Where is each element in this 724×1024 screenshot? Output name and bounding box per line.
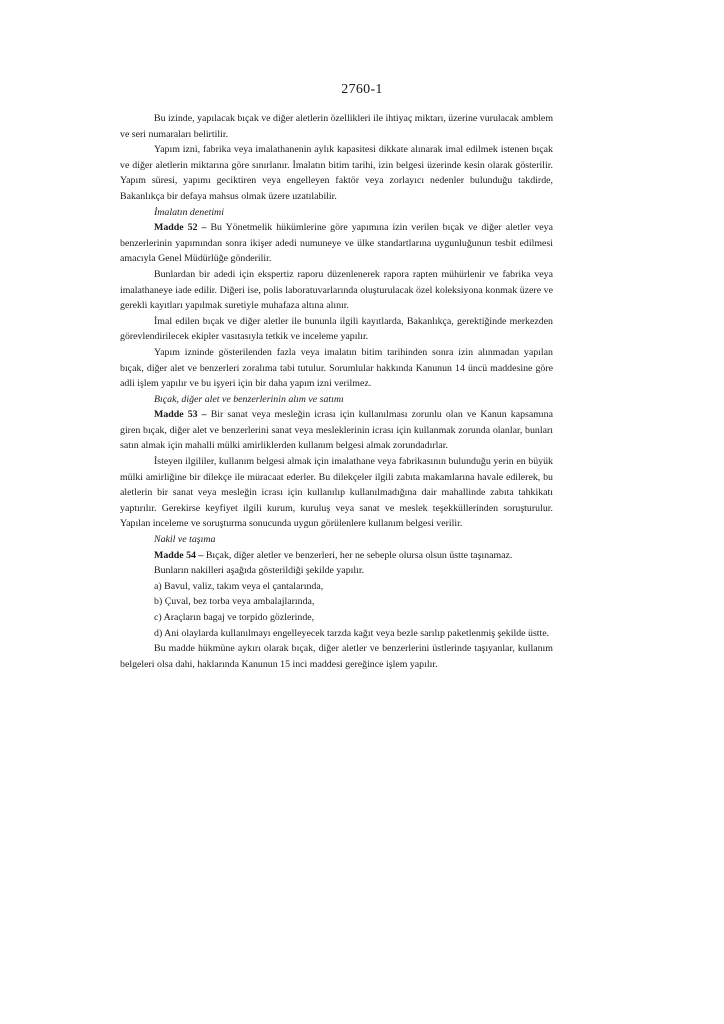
paragraph: İmal edilen bıçak ve diğer aletler ile bununla ilgili kayıtlarda, Bakanlıkça, gerektiğinde merkezden görevlendirilecek ekipler vasıtasıyla tetkik ve inceleme yapılır. [120,315,553,343]
paragraph: İsteyen ilgililer, kullanım belgesi almak için imalathane veya fabrikasının bulunduğu yerin en büyük mülki amirliğine bir dilekçe ile müracaat ederler. Bu dilekçeler ilgili zabıta makamlarına havale edilerek, bu aletlerin bir sanat veya mesleğin icrası için kullanılıp kullanılmadığına dair mahallinde zabıta tahkikatı yaptırılır. Gerekirse keyfiyet ilgili kurum, kuruluş veya sanat ve meslek teşekküllerinden soruşturulur. Yapılan inceleme ve soruşturma sonucunda uygun görülenlere kullanım belgesi verilir. [120,456,553,530]
page-number: 2760-1 [341,82,383,97]
list-item: a) Bavul, valiz, takım veya el çantalarında, [154,580,324,592]
article-text: Bir sanat veya mesleğin icrası için kullanılması zorunlu olan ve Kanun kapsamına giren bıçak, diğer alet ve benzerlerini sanat veya mesleklerinin icrası için kullanmak zorunda olanlar, bunları satın almak için mahalli mülki amirliklerden kullanım belgesi almak zorundadırlar. [120,409,553,452]
paragraph: Yapım izninde gösterilenden fazla veya imalatın bitim tarihinden sonra izin alınmadan yapılan bıçak, diğer alet ve benzerleri zoralıma tabi tutulur. Sorumlular hakkında Kanunun 14 üncü maddesine göre adli işlem yapılır ve bu işyeri için bir daha yapım izni verilmez. [120,346,553,390]
section-heading: Bıçak, diğer alet ve benzerlerinin alım ve satımı [154,393,344,405]
document-body [120,111,553,672]
section-heading: Nakil ve taşıma [154,534,216,546]
article-paragraph [120,407,553,454]
article-paragraph [120,220,553,267]
paragraph: Bunlardan bir adedi için ekspertiz raporu düzenlenerek rapora rapten mühürlenir ve fabrika veya imalathaneye iade edilir. Diğeri ise, polis laboratuvarlarında oluşturulacak özel koleksiyona konmak üzere ve gerekli kayıtları yapılmak suretiyle muhafaza altına alınır. [120,268,553,312]
article-label: Madde 52 – [154,222,207,234]
paragraph: Bu izinde, yapılacak bıçak ve diğer aletlerin özellikleri ile ihtiyaç miktarı, üzerine vurulacak amblem ve seri numaraları belirtilir. [120,113,553,140]
paragraph: Bunların nakilleri aşağıda gösterildiği şekilde yapılır. [154,565,365,577]
list-item: d) Ani olaylarda kullanılmayı engelleyecek tarzda kağıt veya bezle sarılıp paketlenmiş şekilde üstte. [154,627,550,639]
section-heading: İmalatın denetimi [154,206,224,218]
paragraph: Yapım izni, fabrika veya imalathanenin aylık kapasitesi dikkate alınarak imal edilmek istenen bıçak ve diğer aletlerin miktarına göre sınırlanır. İmalatın bitim tarihi, izin belgesi üzerinde kesin olarak gösterilir. Yapım süresi, yapımı geciktiren veya engelleyen faktör veya zorlayıcı nedenler bulunduğu takdirde, Bakanlıkça bir defaya mahsus olmak üzere uzatılabilir. [120,144,553,202]
article-paragraph [120,548,553,564]
paragraph: Bu madde hükmüne aykırı olarak bıçak, diğer aletler ve benzerlerini üstlerinde taşıyanlar, kullanım belgeleri olsa dahi, haklarında Kanunun 15 inci maddesi gereğince işlem yapılır. [120,643,553,670]
article-text: Bu Yönetmelik hükümlerine göre yapımına izin verilen bıçak ve diğer aletler veya benzerlerinin yapımından sonra ikişer adedi numuneye ve ülke standartlarına uygunluğunun tesbit edilmesi amacıyla Genel Müdürlüğe gönderilir. [120,222,554,265]
list-item: c) Araçların bagaj ve torpido gözlerinde, [154,612,315,623]
list-item: b) Çuval, bez torba veya ambalajlarında, [154,596,315,608]
article-text: Bıçak, diğer aletler ve benzerleri, her ne sebeple olursa olsun üstte taşınamaz. [203,549,513,561]
article-label: Madde 53 – [154,409,207,421]
article-label: Madde 54 – [154,549,204,561]
